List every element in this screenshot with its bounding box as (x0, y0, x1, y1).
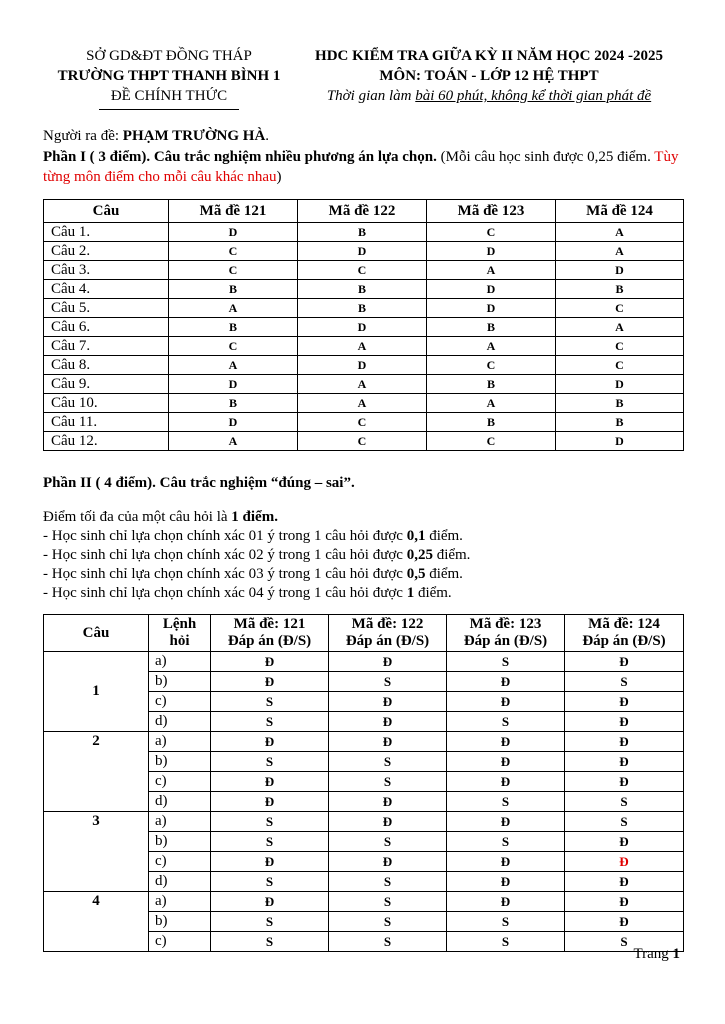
rule-score: 1 điểm. (231, 509, 278, 525)
school-header-block (43, 46, 295, 110)
answer-cell: C (298, 413, 427, 432)
truefalse-cell: Đ (447, 672, 565, 692)
question-label: Câu 8. (44, 356, 169, 375)
exam-duration (295, 86, 683, 106)
rule-prefix: - Học sinh chỉ lựa chọn chính xác 03 ý trong 1 câu hỏi được (43, 566, 407, 582)
rule-suffix: điểm. (425, 566, 463, 582)
sub-question-label: a) (149, 892, 211, 912)
scoring-rule-line (43, 527, 683, 546)
document-header (43, 46, 683, 110)
truefalse-cell: Đ (329, 732, 447, 752)
truefalse-cell: Đ (565, 872, 684, 892)
author-period: . (265, 128, 270, 144)
answer-cell: B (169, 318, 298, 337)
answer-cell: A (556, 223, 684, 242)
sub-question-label: a) (149, 652, 211, 672)
answer-cell: D (427, 280, 556, 299)
question-label: Câu 3. (44, 261, 169, 280)
truefalse-cell: S (447, 712, 565, 732)
table2-header-row (44, 615, 684, 652)
question-label: Câu 1. (44, 223, 169, 242)
answer-cell: D (427, 242, 556, 261)
rule-prefix: - Học sinh chỉ lựa chọn chính xác 01 ý trong 1 câu hỏi được (43, 528, 407, 544)
truefalse-cell: Đ (447, 892, 565, 912)
table1-row (44, 280, 684, 299)
truefalse-cell: S (211, 912, 329, 932)
official-exam-wrap (43, 86, 295, 110)
truefalse-cell: S (329, 912, 447, 932)
table1-column-header: Mã đề 122 (298, 200, 427, 223)
answer-cell: B (427, 318, 556, 337)
table2-row (44, 892, 684, 912)
answer-cell: C (169, 337, 298, 356)
page-footer (633, 944, 680, 964)
truefalse-cell: Đ (211, 772, 329, 792)
answer-cell: A (427, 261, 556, 280)
sub-question-label: b) (149, 752, 211, 772)
sub-question-label: d) (149, 872, 211, 892)
rule-score: 0,5 (406, 566, 426, 582)
page-label: Trang (633, 946, 673, 962)
truefalse-cell: Đ (565, 912, 684, 932)
question-label: Câu 10. (44, 394, 169, 413)
answer-cell: C (556, 356, 684, 375)
truefalse-cell: S (329, 872, 447, 892)
table1-row (44, 337, 684, 356)
truefalse-cell: Đ (565, 832, 684, 852)
truefalse-cell: S (211, 712, 329, 732)
rule-score: 0,1 (406, 528, 426, 544)
official-exam-label: ĐỀ CHÍNH THỨC (99, 86, 239, 110)
truefalse-cell: S (565, 812, 684, 832)
question-label: Câu 2. (44, 242, 169, 261)
truefalse-cell: S (211, 872, 329, 892)
answer-cell: B (298, 223, 427, 242)
answer-cell: B (556, 280, 684, 299)
table2-header-made (565, 615, 684, 652)
table1-row (44, 432, 684, 451)
author-label: Người ra đề: (43, 128, 123, 144)
table2-row (44, 732, 684, 752)
answer-cell: D (298, 356, 427, 375)
truefalse-cell: S (447, 832, 565, 852)
answer-cell: B (556, 394, 684, 413)
question-number: 1 (44, 652, 149, 732)
page-number: 1 (672, 946, 680, 962)
table1-row (44, 413, 684, 432)
table2-header-made (447, 615, 565, 652)
part1-answer-table (43, 199, 684, 451)
truefalse-cell: Đ (329, 692, 447, 712)
rule-prefix: - Học sinh chỉ lựa chọn chính xác 04 ý trong 1 câu hỏi được (43, 585, 407, 601)
truefalse-cell: Đ (329, 812, 447, 832)
answer-cell: D (556, 375, 684, 394)
truefalse-cell: Đ (565, 652, 684, 672)
truefalse-cell: S (211, 932, 329, 952)
answer-cell: D (169, 413, 298, 432)
answer-cell: C (556, 337, 684, 356)
truefalse-cell: Đ (447, 852, 565, 872)
question-label: Câu 6. (44, 318, 169, 337)
truefalse-cell: S (211, 812, 329, 832)
answer-cell: B (169, 394, 298, 413)
truefalse-cell: S (329, 932, 447, 952)
truefalse-cell: Đ (329, 712, 447, 732)
truefalse-cell: S (329, 772, 447, 792)
answer-cell: A (169, 299, 298, 318)
exam-title: HDC KIỂM TRA GIỮA KỲ II NĂM HỌC 2024 -2025 (315, 48, 663, 64)
truefalse-cell: Đ (447, 812, 565, 832)
table2-header-cau: Câu (44, 615, 149, 652)
answer-cell: A (556, 242, 684, 261)
truefalse-cell: Đ (211, 792, 329, 812)
answer-cell: B (427, 413, 556, 432)
truefalse-cell: S (565, 672, 684, 692)
sub-question-label: c) (149, 692, 211, 712)
answer-cell: D (169, 223, 298, 242)
answer-cell: B (298, 280, 427, 299)
part1-note-close: ) (276, 169, 282, 185)
exam-duration-underlined: bài 60 phút, không kể thời gian phát đề (415, 88, 652, 104)
author-line (43, 126, 683, 146)
truefalse-cell: Đ (565, 892, 684, 912)
table2-row (44, 652, 684, 672)
rule-score: 0,25 (406, 547, 433, 563)
truefalse-cell: Đ (447, 732, 565, 752)
table1-column-header: Câu (44, 200, 169, 223)
question-number: 4 (44, 892, 149, 952)
truefalse-cell: S (447, 932, 565, 952)
answer-cell: A (298, 375, 427, 394)
dapan-line: Đáp án (Đ/S) (582, 633, 666, 649)
sub-question-label: d) (149, 792, 211, 812)
rule-suffix: điểm. (432, 547, 471, 563)
truefalse-cell: S (565, 792, 684, 812)
answer-cell: D (169, 375, 298, 394)
table1-row (44, 261, 684, 280)
table2-row (44, 812, 684, 832)
scoring-rules (43, 508, 683, 603)
rule-prefix: - Học sinh chỉ lựa chọn chính xác 02 ý trong 1 câu hỏi được (43, 547, 407, 563)
truefalse-cell: Đ (329, 852, 447, 872)
answer-cell: B (169, 280, 298, 299)
answer-cell: B (556, 413, 684, 432)
sub-question-label: c) (149, 772, 211, 792)
exam-duration-plain: Thời gian làm (326, 88, 416, 104)
truefalse-cell: S (211, 832, 329, 852)
truefalse-cell: S (211, 752, 329, 772)
answer-cell: D (427, 299, 556, 318)
part1-note: (Mỗi câu học sinh được 0,25 điểm. (436, 149, 655, 165)
table1-row (44, 394, 684, 413)
rule-suffix: điểm. (414, 585, 452, 601)
answer-cell: D (556, 261, 684, 280)
department-name: SỞ GD&ĐT ĐỒNG THÁP (86, 48, 252, 64)
answer-cell: C (427, 432, 556, 451)
answer-cell: D (298, 318, 427, 337)
table2-header-made (329, 615, 447, 652)
scoring-rule-line (43, 565, 683, 584)
truefalse-cell: S (211, 692, 329, 712)
answer-cell: C (169, 242, 298, 261)
scoring-rule-line (43, 546, 683, 565)
rule-score: 1 (406, 585, 415, 601)
table1-header-row (44, 200, 684, 223)
exam-subject: MÔN: TOÁN - LỚP 12 HỆ THPT (379, 68, 599, 84)
dapan-line: Đáp án (Đ/S) (345, 633, 430, 649)
answer-cell: C (556, 299, 684, 318)
made-line: Mã đề: 121 (233, 616, 306, 632)
made-line: Mã đề: 123 (469, 616, 542, 632)
dapan-line: Đáp án (Đ/S) (463, 633, 548, 649)
truefalse-cell: Đ (447, 872, 565, 892)
truefalse-cell: S (329, 672, 447, 692)
table1-column-header: Mã đề 121 (169, 200, 298, 223)
sub-question-label: a) (149, 732, 211, 752)
rule-prefix: Điểm tối đa của một câu hỏi là (43, 509, 232, 525)
truefalse-cell: S (329, 892, 447, 912)
question-label: Câu 7. (44, 337, 169, 356)
sub-question-label: b) (149, 912, 211, 932)
table1-row (44, 242, 684, 261)
answer-cell: A (427, 394, 556, 413)
question-number: 2 (44, 732, 149, 812)
answer-cell: C (169, 261, 298, 280)
scoring-rule-line (43, 508, 683, 527)
answer-cell: C (298, 432, 427, 451)
part2-heading: Phần II ( 4 điểm). Câu trắc nghiệm “đúng – sai”. (43, 475, 355, 491)
school-name: TRƯỜNG THPT THANH BÌNH 1 (57, 68, 281, 84)
answer-cell: B (298, 299, 427, 318)
truefalse-cell: Đ (211, 852, 329, 872)
question-label: Câu 5. (44, 299, 169, 318)
truefalse-cell: Đ (565, 852, 684, 872)
table1-row (44, 375, 684, 394)
truefalse-cell: S (329, 752, 447, 772)
table2-header-lenh-hoi: Lệnh hỏi (149, 615, 211, 652)
table1-column-header: Mã đề 124 (556, 200, 684, 223)
truefalse-cell: Đ (565, 732, 684, 752)
part1-heading (43, 147, 688, 187)
question-label: Câu 12. (44, 432, 169, 451)
sub-question-label: c) (149, 932, 211, 952)
table2-header-made (211, 615, 329, 652)
truefalse-cell: Đ (565, 712, 684, 732)
answer-cell: A (556, 318, 684, 337)
scoring-rule-line (43, 584, 683, 603)
truefalse-cell: Đ (565, 772, 684, 792)
truefalse-cell: Đ (329, 792, 447, 812)
made-line: Mã đề: 122 (351, 616, 424, 632)
table1-column-header: Mã đề 123 (427, 200, 556, 223)
sub-question-label: b) (149, 832, 211, 852)
rule-suffix: điểm. (425, 528, 463, 544)
dapan-line: Đáp án (Đ/S) (227, 633, 312, 649)
question-label: Câu 11. (44, 413, 169, 432)
truefalse-cell: Đ (211, 892, 329, 912)
answer-cell: A (298, 394, 427, 413)
answer-cell: B (427, 375, 556, 394)
author-name: PHẠM TRƯỜNG HÀ (122, 128, 266, 144)
sub-question-label: b) (149, 672, 211, 692)
table1-row (44, 356, 684, 375)
truefalse-cell: S (329, 832, 447, 852)
answer-cell: A (427, 337, 556, 356)
answer-cell: A (169, 432, 298, 451)
exam-header-block (295, 46, 683, 110)
truefalse-cell: S (447, 652, 565, 672)
truefalse-cell: Đ (211, 672, 329, 692)
answer-cell: C (427, 356, 556, 375)
part1-title: Phần I ( 3 điểm). Câu trắc nghiệm nhiều phương án lựa chọn. (43, 149, 437, 165)
answer-cell: A (169, 356, 298, 375)
truefalse-cell: S (565, 932, 684, 952)
truefalse-cell: S (447, 912, 565, 932)
truefalse-cell: Đ (211, 652, 329, 672)
answer-cell: C (298, 261, 427, 280)
truefalse-cell: Đ (447, 772, 565, 792)
sub-question-label: a) (149, 812, 211, 832)
truefalse-cell: Đ (565, 752, 684, 772)
sub-question-label: c) (149, 852, 211, 872)
made-line: Mã đề: 124 (588, 616, 660, 632)
truefalse-cell: Đ (447, 752, 565, 772)
truefalse-cell: Đ (329, 652, 447, 672)
truefalse-cell: Đ (447, 692, 565, 712)
table1-row (44, 318, 684, 337)
question-label: Câu 4. (44, 280, 169, 299)
question-label: Câu 9. (44, 375, 169, 394)
table1-row (44, 223, 684, 242)
answer-cell: C (427, 223, 556, 242)
truefalse-cell: Đ (211, 732, 329, 752)
answer-cell: D (298, 242, 427, 261)
part2-answer-table (43, 614, 684, 952)
answer-cell: A (298, 337, 427, 356)
truefalse-cell: S (447, 792, 565, 812)
table1-row (44, 299, 684, 318)
sub-question-label: d) (149, 712, 211, 732)
part1-red-note: Tùy từng môn điểm cho mỗi câu khác nhau (43, 149, 679, 185)
answer-cell: D (556, 432, 684, 451)
truefalse-cell: Đ (565, 692, 684, 712)
question-number: 3 (44, 812, 149, 892)
